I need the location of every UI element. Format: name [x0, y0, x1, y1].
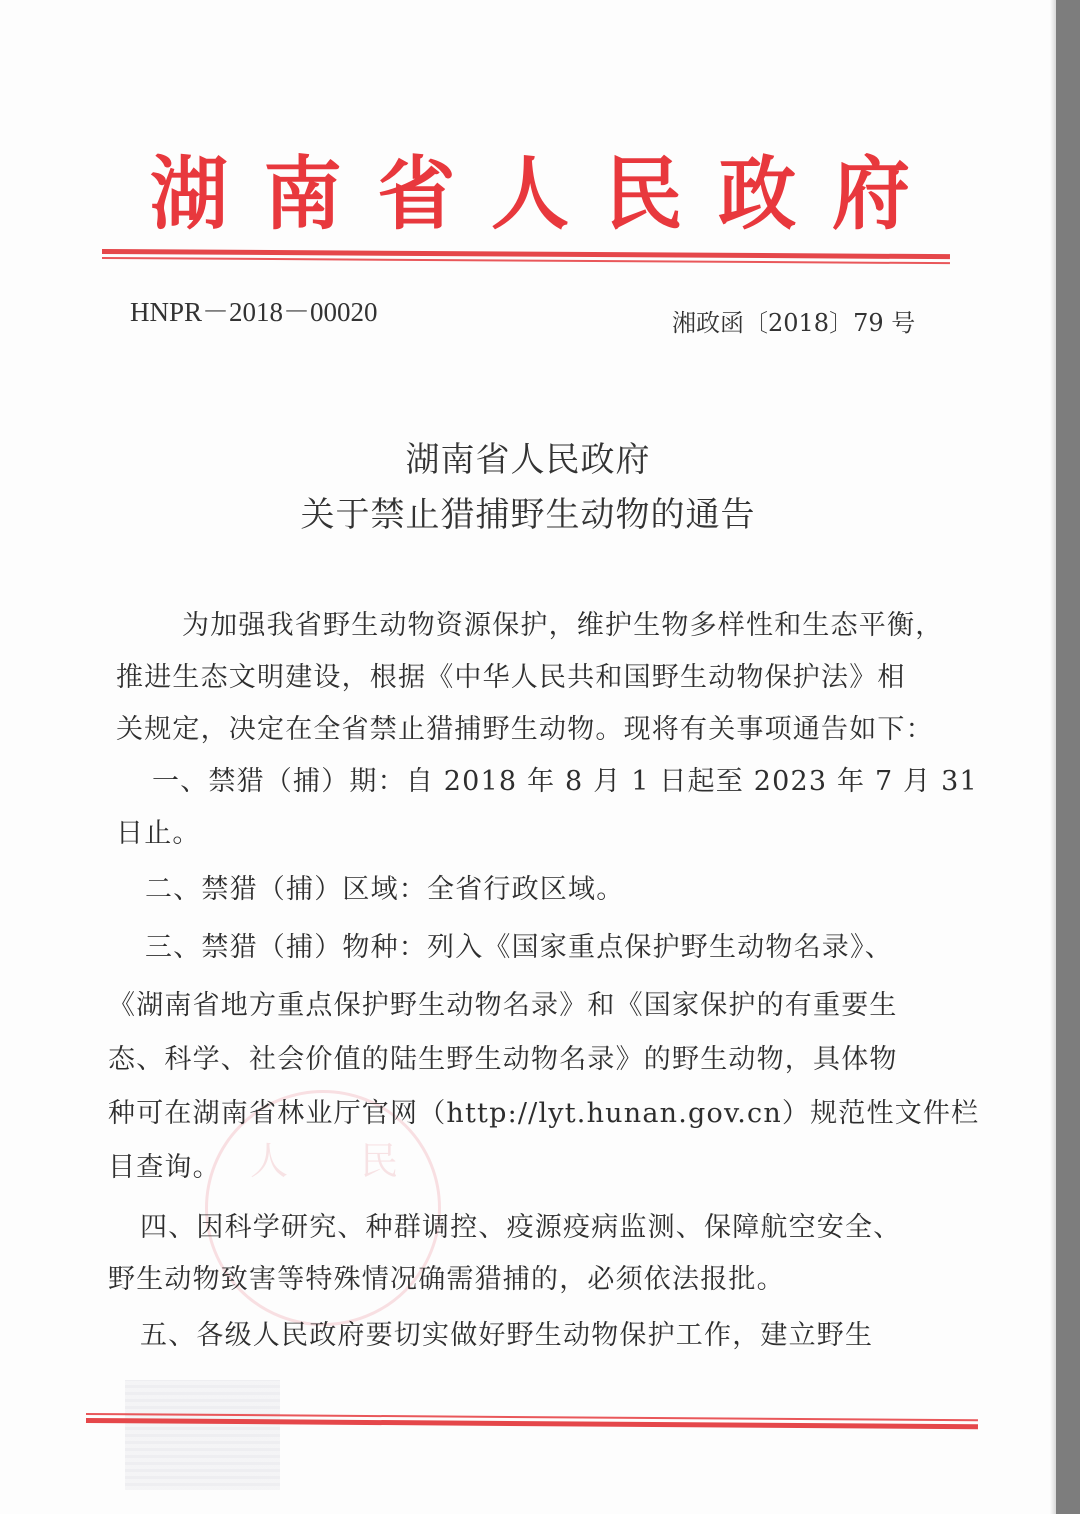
letterhead-title [150, 150, 910, 240]
body-paragraph-line: 四、因科学研究、种群调控、疫源疫病监测、保障航空安全、 [140, 1212, 902, 1243]
body-paragraph-line: 关规定，决定在全省禁止猎捕野生动物。现将有关事项通告如下： [116, 714, 934, 745]
letterhead-char: 省 [377, 148, 456, 241]
scan-background-edge [1056, 0, 1080, 1514]
document-title-subject: 关于禁止猎捕野生动物的通告 [300, 495, 756, 535]
letterhead-char: 南 [263, 148, 342, 241]
reverse-side-bleed-through [125, 1380, 280, 1490]
body-paragraph-line: 为加强我省野生动物资源保护，维护生物多样性和生态平衡， [182, 610, 944, 641]
document-number: 湘政函〔2018〕79 号 [672, 309, 916, 337]
body-paragraph-line: 推进生态文明建设，根据《中华人民共和国野生动物保护法》相 [116, 662, 906, 693]
body-paragraph-line: 态、科学、社会价值的陆生野生动物名录》的野生动物，具体物 [108, 1044, 898, 1075]
letterhead-char: 湖 [150, 148, 229, 241]
letterhead-char: 人 [490, 148, 569, 241]
body-paragraph-line: 种可在湖南省林业厅官网（http://lyt.hunan.gov.cn）规范性文件栏 [108, 1098, 980, 1129]
body-paragraph-line: 二、禁猎（捕）区域：全省行政区域。 [145, 874, 625, 905]
body-paragraph-line: 《湖南省地方重点保护野生动物名录》和《国家保护的有重要生 [108, 990, 898, 1021]
body-paragraph-line: 五、各级人民政府要切实做好野生动物保护工作，建立野生 [140, 1320, 874, 1351]
document-title-issuer: 湖南省人民政府 [405, 440, 651, 480]
letterhead-char: 民 [604, 148, 683, 241]
official-seal-text: 人 民 [250, 1139, 429, 1183]
body-paragraph-line: 一、禁猎（捕）期：自 2018 年 8 月 1 日起至 2023 年 7 月 31 [152, 766, 978, 797]
letterhead-char: 政 [718, 148, 797, 241]
letterhead-char: 府 [831, 148, 910, 241]
body-paragraph-line: 日止。 [116, 818, 201, 849]
body-paragraph-line: 三、禁猎（捕）物种：列入《国家重点保护野生动物名录》、 [145, 932, 893, 963]
body-paragraph-line: 目查询。 [108, 1152, 221, 1183]
body-paragraph-line: 野生动物致害等特殊情况确需猎捕的，必须依法报批。 [108, 1264, 785, 1295]
document-code: HNPR－2018－00020 [130, 297, 378, 327]
